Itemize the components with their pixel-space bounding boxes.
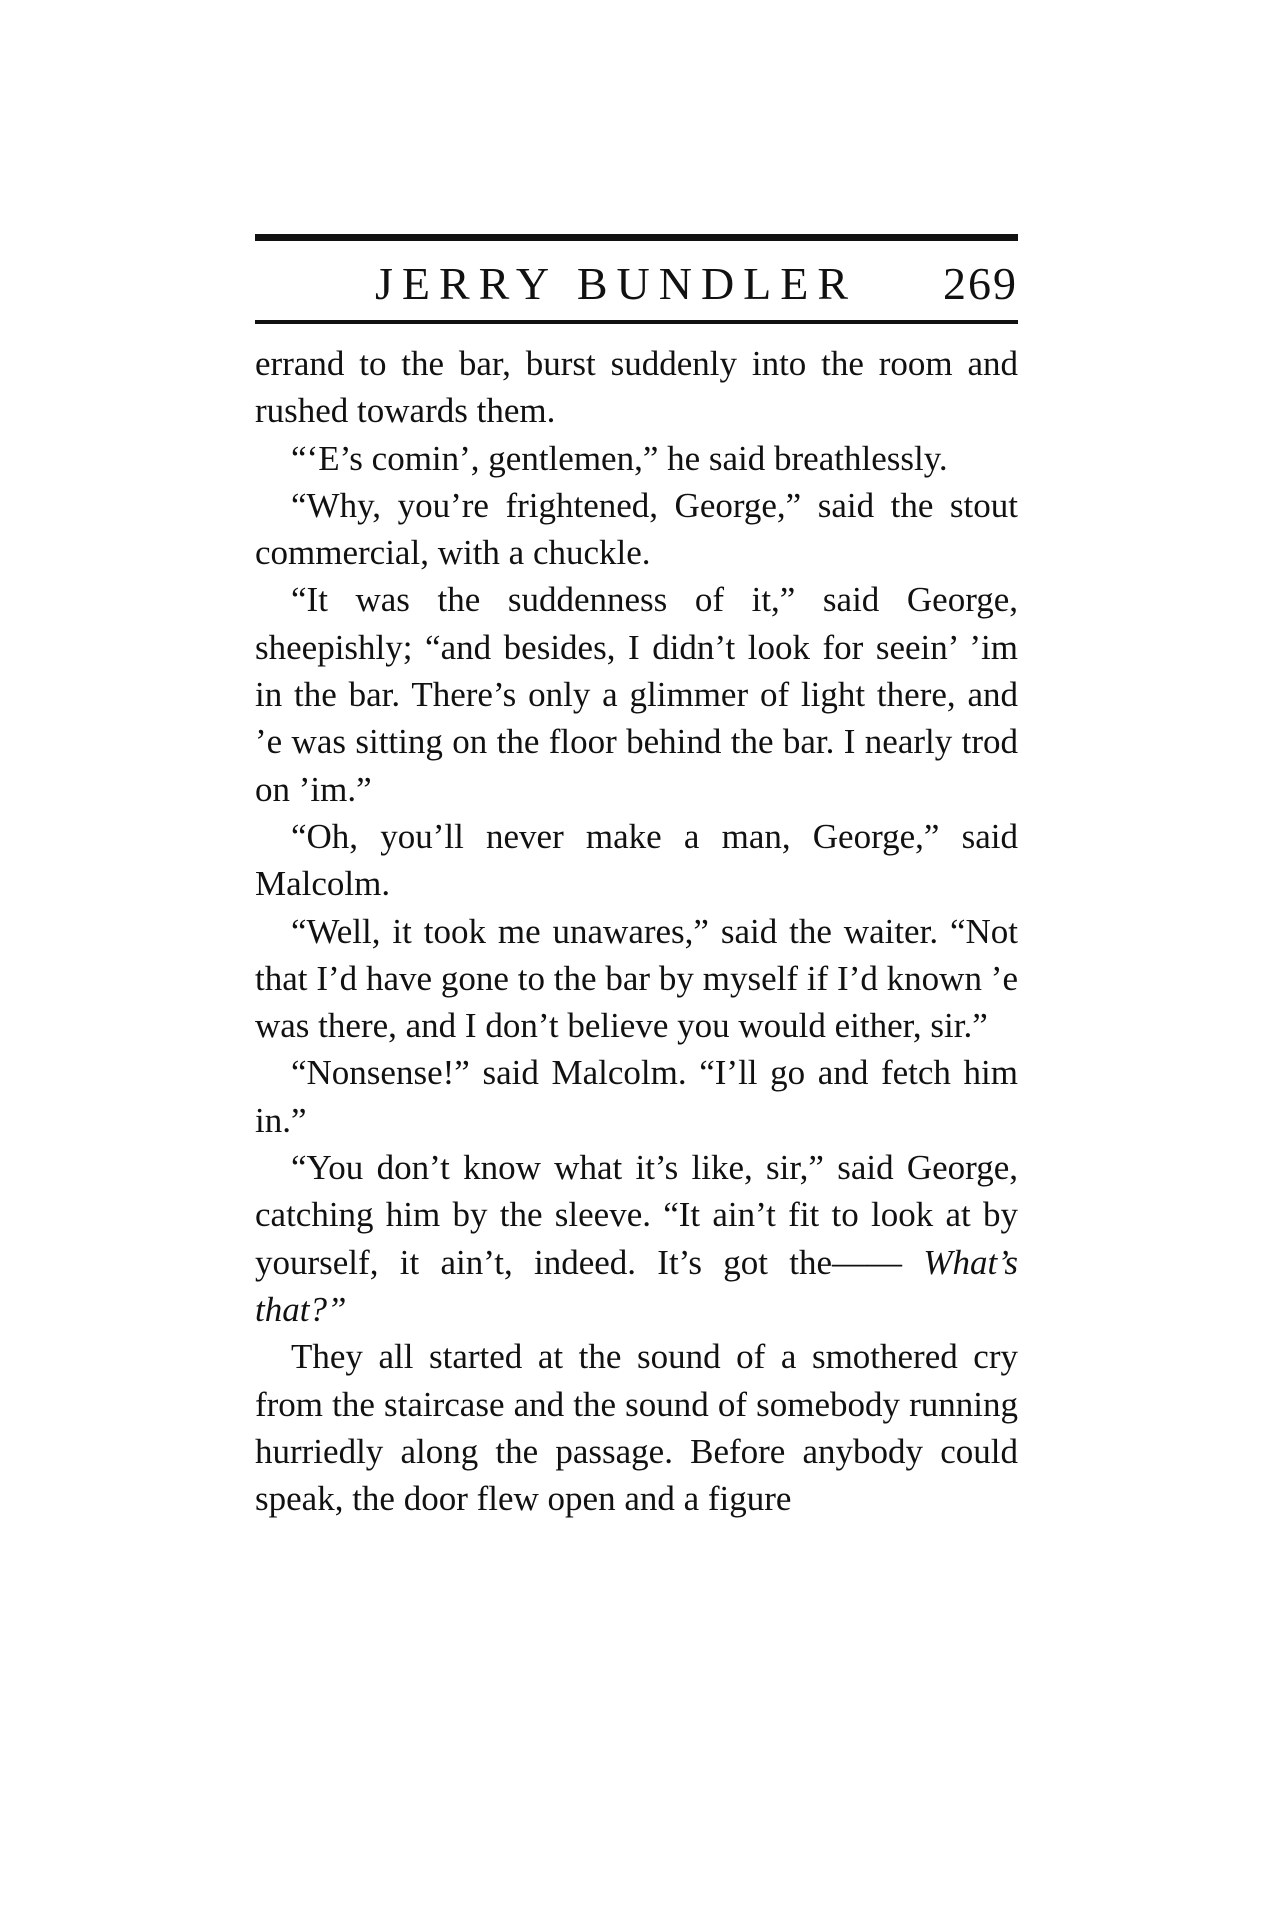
- paragraph: [255, 1144, 1018, 1333]
- paragraph: They all started at the sound of a smothered cry from the staircase and the sound of somebody running hurriedly along the passage. Before anybody could speak, the door flew open and a figure: [255, 1337, 1018, 1519]
- header-bottom-rule: [255, 320, 1018, 324]
- paragraph: “Nonsense!” said Malcolm. “I’ll go and fetch him in.”: [255, 1053, 1018, 1140]
- paragraph: “Well, it took me unawares,” said the waiter. “Not that I’d have gone to the bar by myself if I’d known ’e was there, and I don’t believe you would either, sir.”: [255, 911, 1018, 1046]
- paragraph: “Oh, you’ll never make a man, George,” said Malcolm.: [255, 816, 1018, 904]
- paragraph: “It was the suddenness of it,” said George, sheepishly; “and besides, I didn’t look for seein’ ’im in the bar. There’s only a glimmer of light there, and ’e was sitting on the floor behind the bar. I nearly trod on ’im.”: [255, 580, 1018, 809]
- paragraph: errand to the bar, burst suddenly into the room and rushed towards them.: [255, 344, 1018, 431]
- paragraph: “Why, you’re frightened, George,” said the stout commercial, with a chuckle.: [255, 485, 1018, 573]
- paragraph-text: “You don’t know what it’s like, sir,” said George, catching him by the sleeve. “It ain’t fit to look at by yourself, it ain’t, indeed. It’s got the——: [255, 1148, 1018, 1282]
- body-text: [255, 340, 1018, 1522]
- running-head: [255, 250, 1018, 316]
- running-head-title: JERRY BUNDLER: [375, 258, 858, 309]
- italic-exclamation: What’s that?”: [255, 1242, 1018, 1329]
- paragraph: “‘E’s comin’, gentlemen,” he said breathlessly.: [291, 438, 948, 478]
- page-number: 269: [943, 258, 1018, 309]
- header-top-rule: [255, 234, 1018, 241]
